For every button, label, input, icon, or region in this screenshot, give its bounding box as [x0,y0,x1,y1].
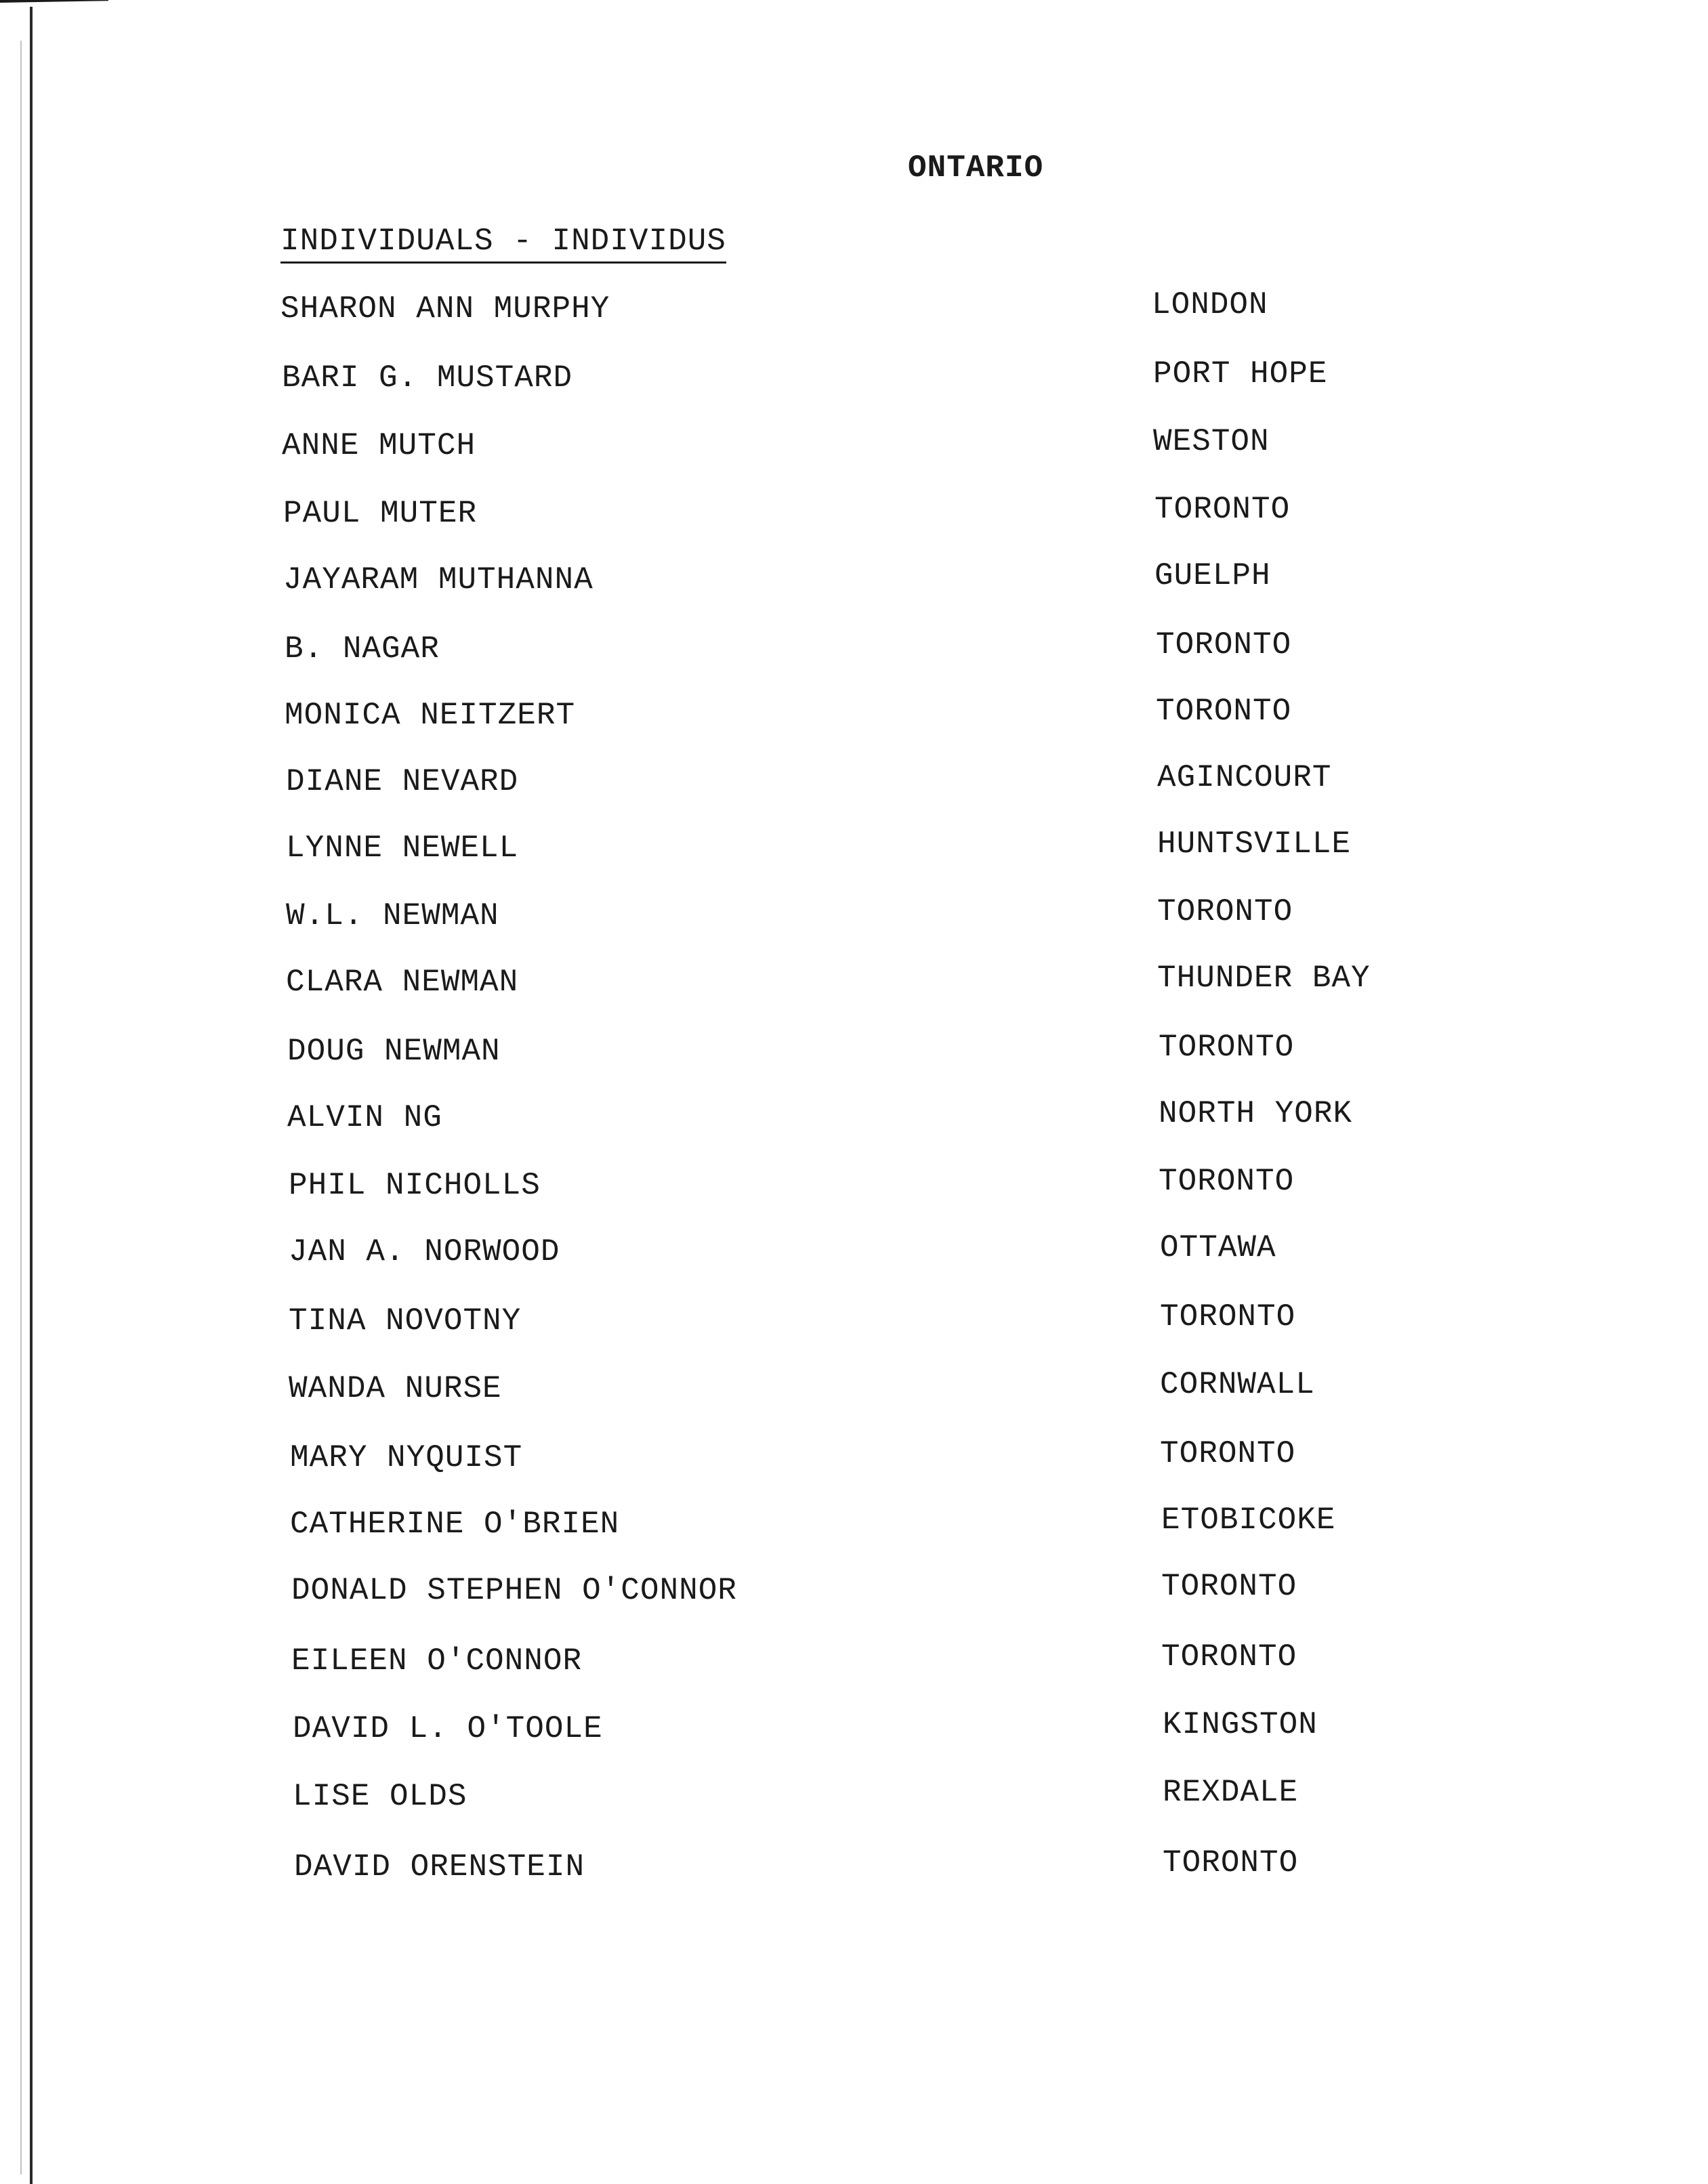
entry-city: TORONTO [1160,1299,1296,1335]
list-item [0,1845,1708,1890]
entry-name: DOUG NEWMAN [287,1034,501,1069]
entry-city: TORONTO [1160,1436,1296,1471]
list-item [0,1030,1708,1074]
entry-city: TORONTO [1159,1030,1295,1065]
list-item [0,1707,1708,1752]
entry-city: TORONTO [1161,1639,1297,1675]
list-item [0,1436,1708,1481]
entry-name: LISE OLDS [293,1779,467,1814]
entry-city: TORONTO [1159,1164,1295,1199]
list-item [0,492,1708,537]
list-item [0,1164,1708,1209]
entry-name: W.L. NEWMAN [286,898,499,933]
scan-corner-mark [0,0,108,9]
entry-name: CLARA NEWMAN [286,965,519,1000]
entry-city: REXDALE [1163,1775,1299,1810]
entry-name: PHIL NICHOLLS [289,1168,541,1203]
entry-name: BARI G. MUSTARD [282,360,573,396]
entry-name: WANDA NURSE [289,1371,502,1406]
list-item [0,694,1708,738]
entry-name: CATHERINE O'BRIEN [290,1507,620,1542]
list-item [0,424,1708,469]
list-item [0,356,1708,401]
entry-name: JAN A. NORWOOD [289,1234,560,1269]
entry-city: KINGSTON [1163,1707,1318,1742]
list-item [0,1096,1708,1141]
entry-name: ALVIN NG [287,1100,442,1135]
list-item [0,1230,1708,1275]
list-item [0,1503,1708,1547]
entry-city: CORNWALL [1160,1367,1315,1402]
list-item [0,1639,1708,1684]
list-item [0,894,1708,939]
list-item [0,558,1708,603]
entry-name: LYNNE NEWELL [286,831,519,866]
page-title: ONTARIO [908,150,1044,186]
entry-name: DAVID ORENSTEIN [294,1849,585,1885]
section-heading: INDIVIDUALS - INDIVIDUS [280,224,726,264]
entry-city: TORONTO [1156,627,1292,663]
list-item [0,1775,1708,1820]
entry-city: NORTH YORK [1159,1096,1353,1131]
entry-city: OTTAWA [1160,1230,1276,1265]
entry-city: TORONTO [1156,694,1292,729]
entry-name: EILEEN O'CONNOR [291,1643,583,1679]
list-item [0,1367,1708,1412]
entry-name: DIANE NEVARD [286,764,519,799]
entry-name: PAUL MUTER [283,496,478,531]
list-item [0,826,1708,871]
entry-name: ANNE MUTCH [282,428,476,463]
entry-name: MONICA NEITZERT [285,698,576,733]
list-item [0,1299,1708,1344]
entry-name: DAVID L. O'TOOLE [293,1711,603,1746]
entry-city: HUNTSVILLE [1157,826,1352,862]
entry-city: AGINCOURT [1157,760,1332,795]
entry-name: DONALD STEPHEN O'CONNOR [291,1573,737,1608]
entry-name: B. NAGAR [285,631,440,667]
entry-city: TORONTO [1154,492,1291,527]
entry-city: WESTON [1153,424,1270,459]
entry-city: ETOBICOKE [1161,1503,1336,1538]
entry-city: TORONTO [1161,1569,1297,1604]
entry-name: SHARON ANN MURPHY [280,291,610,327]
entry-city: GUELPH [1154,558,1271,593]
entry-name: JAYARAM MUTHANNA [283,562,593,597]
entry-name: TINA NOVOTNY [289,1303,522,1339]
entry-city: TORONTO [1157,894,1293,929]
list-item [0,1569,1708,1614]
entry-city: TORONTO [1163,1845,1299,1881]
list-item [0,961,1708,1005]
list-item [0,287,1708,332]
entry-city: THUNDER BAY [1157,961,1371,996]
entry-name: MARY NYQUIST [290,1440,523,1475]
list-item [0,627,1708,672]
list-item [0,760,1708,805]
entry-city: LONDON [1152,287,1268,322]
entry-city: PORT HOPE [1153,356,1328,392]
